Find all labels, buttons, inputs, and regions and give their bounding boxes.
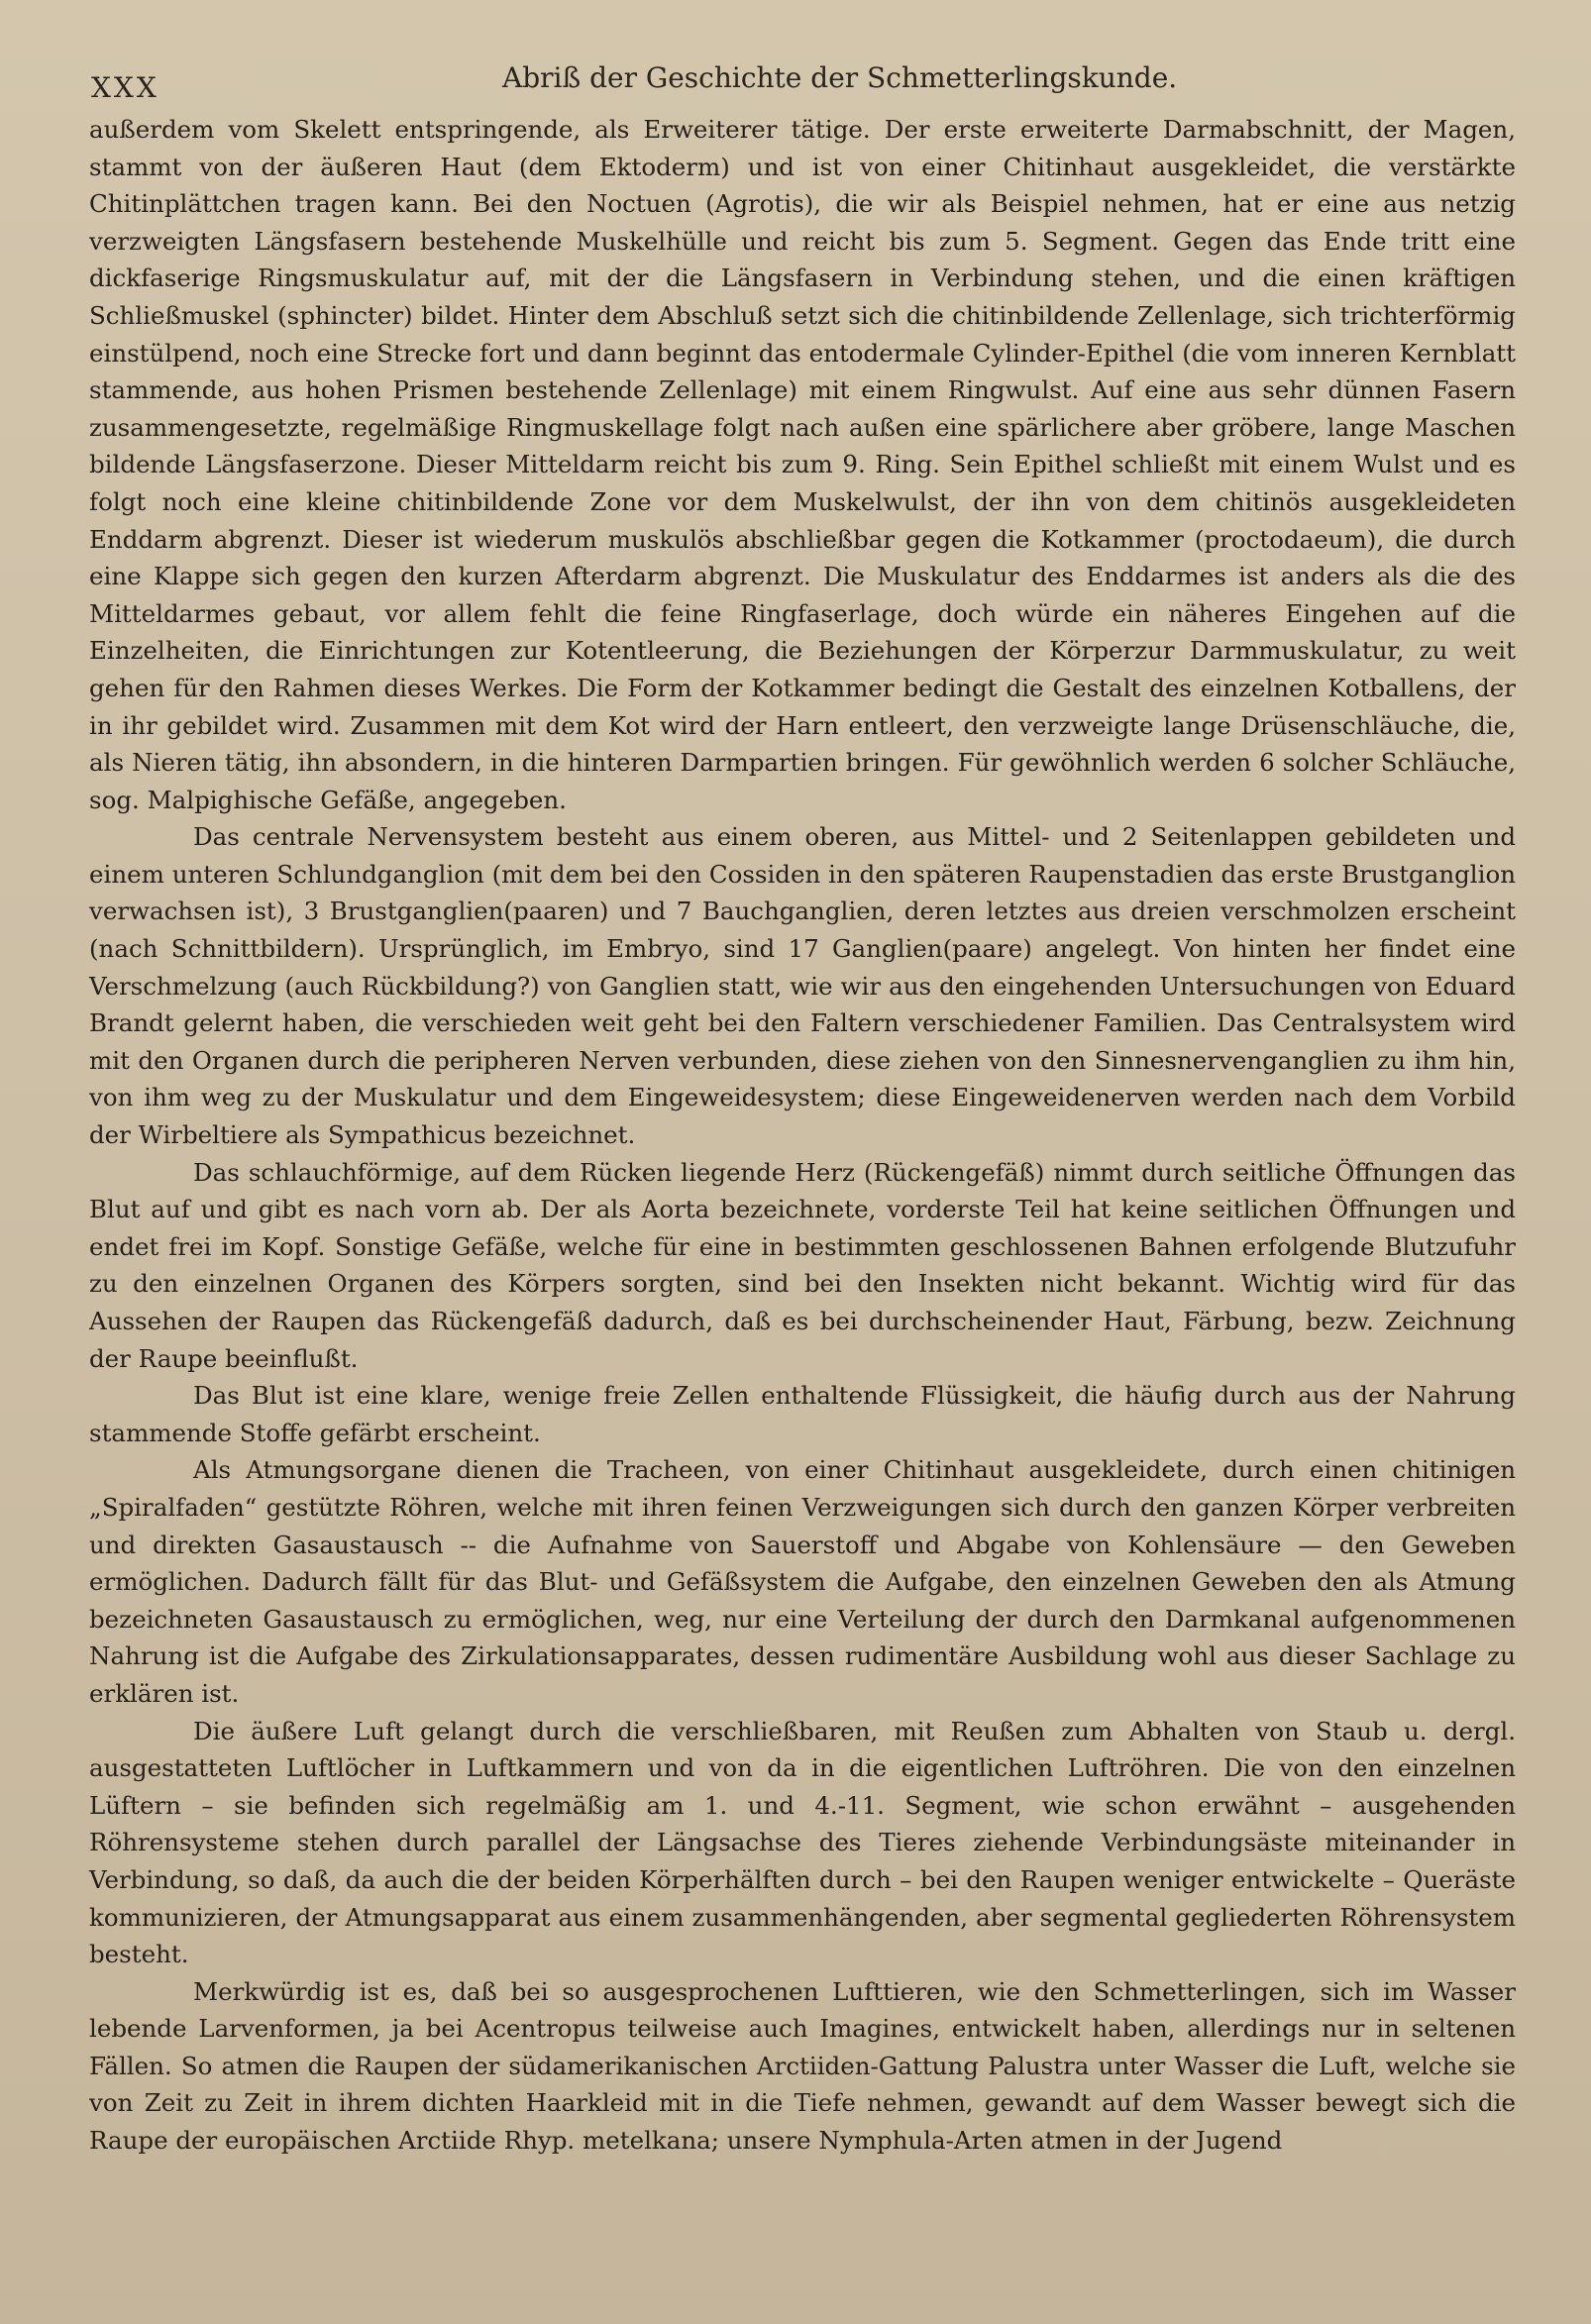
page-header (91, 61, 1518, 104)
running-title: Abriß der Geschichte der Schmetterlingskunde. (502, 61, 1178, 94)
paragraph-blut: Das Blut ist eine klare, wenige freie Zellen enthaltende Flüssigkeit, die häufig durch aus der Nahrung stammende Stoffe gefärbt erscheint. (89, 1381, 1516, 1447)
paragraph-nervensystem: Das centrale Nervensystem besteht aus einem oberen, aus Mittel- und 2 Seitenlappen gebildeten und einem unteren Schlundganglion (mit dem bei den Cossiden in den späteren Raupenstadien das erste Brustganglion verwachsen ist), 3 Brustganglien(paaren) und 7 Bauchganglien, deren letztes aus dreien verschmolzen erscheint (nach Schnittbildern). Ursprünglich, im Embryo, sind 17 Ganglien(paare) angelegt. Von hinten her findet eine Verschmelzung (auch Rückbildung?) von Ganglien statt, wie wir aus den eingehenden Untersuchungen von Eduard Brandt gelernt haben, die verschieden weit geht bei den Faltern verschiedener Familien. Das Centralsystem wird mit den Organen durch die peripheren Nerven verbunden, diese ziehen von den Sinnesnervenganglien zu ihm hin, von ihm weg zu der Muskulatur und dem Eingeweidesystem; diese Eingeweidenerven werden nach dem Vorbild der Wirbeltiere als Sympathicus bezeichnet. (89, 822, 1516, 1150)
paragraph-wasserlarven: Merkwürdig ist es, daß bei so ausgesprochenen Lufttieren, wie den Schmetterlingen, sich im Wasser lebende Larvenformen, ja bei Acentropus teilweise auch Imagines, entwickelt haben, allerdings nur in seltenen Fällen. So atmen die Raupen der südamerikanischen Arctiiden-Gattung Palustra unter Wasser die Luft, welche sie von Zeit zu Zeit in ihrem dichten Haarkleid mit in die Tiefe nehmen, gewandt auf dem Wasser bewegt sich die Raupe der europäischen Arctiide Rhyp. metelkana; unsere Nymphula-Arten atmen in der Jugend (89, 1976, 1516, 2156)
paragraph-herz: Das schlauchförmige, auf dem Rücken liegende Herz (Rückengefäß) nimmt durch seitliche Öffnungen das Blut auf und gibt es nach vorn ab. Der als Aorta bezeichnete, vorderste Teil hat keine seitlichen Öffnungen und endet frei im Kopf. Sonstige Gefäße, welche für eine in bestimmten geschlossenen Bahnen erfolgende Blutzufuhr zu den einzelnen Organen des Körpers sorgten, sind bei den Insekten nicht bekannt. Wichtig wird für das Aussehen der Raupen das Rückengefäß dadurch, daß es bei durchscheinender Haut, Färbung, bezw. Zeichnung der Raupe beeinflußt. (89, 1157, 1516, 1373)
page-number: XXX (91, 71, 159, 104)
paragraph-darm: außerdem vom Skelett entspringende, als Erweiterer tätige. Der erste erweiterte Darmabschnitt, der Magen, stammt von der äußeren Haut (dem Ektoderm) und ist von einer Chitinhaut ausgekleidet, die verstärkte Chitinplättchen tragen kann. Bei den Noctuen (Agrotis), die wir als Beispiel nehmen, hat er eine aus netzig verzweigten Längsfasern bestehende Muskelhülle und reicht bis zum 5. Segment. Gegen das Ende tritt eine dickfaserige Ringsmuskulatur auf, mit der die Längsfasern in Verbindung stehen, und die einen kräftigen Schließmuskel (sphincter) bildet. Hinter dem Abschluß setzt sich die chitinbildende Zellenlage, sich trichterförmig einstülpend, noch eine Strecke fort und dann beginnt das entodermale Cylinder-Epithel (die vom inneren Kernblatt stammende, aus hohen Prismen bestehende Zellenlage) mit einem Ringwulst. Auf eine aus sehr dünnen Fasern zusammengesetzte, regelmäßige Ringmuskellage folgt nach außen eine spärlichere aber gröbere, lange Maschen bildende Längsfaserzone. Dieser Mitteldarm reicht bis zum 9. Ring. Sein Epithel schließt mit einem Wulst und es folgt noch eine kleine chitinbildende Zone vor dem Muskelwulst, der ihn von dem chitinös ausgekleideten Enddarm abgrenzt. Dieser ist wiederum muskulös abschließbar gegen die Kotkammer (proctodaeum), die durch eine Klappe sich gegen den kurzen Afterdarm abgrenzt. Die Muskulatur des Enddarmes ist anders als die des Mitteldarmes gebaut, vor allem fehlt die feine Ringfaserlage, doch würde ein näheres Eingehen auf die Einzelheiten, die Einrichtungen zur Kotentleerung, die Beziehungen der Körperzur Darmmuskulatur, zu weit gehen für den Rahmen dieses Werkes. Die Form der Kotkammer bedingt die Gestalt des einzelnen Kotballens, der in ihr gebildet wird. Zusammen mit dem Kot wird der Harn entleert, den verzweigte lange Drüsenschläuche, die, als Nieren tätig, ihn absondern, in die hinteren Darmpartien bringen. Für gewöhnlich werden 6 solcher Schläuche, sog. Malpighische Gefäße, angegeben. (89, 115, 1516, 814)
paragraph-atmungsorgane: Als Atmungsorgane dienen die Tracheen, von einer Chitinhaut ausgekleidete, durch einen chitinigen „Spiralfaden“ gestützte Röhren, welche mit ihren feinen Verzweigungen sich durch den ganzen Körper verbreiten und direkten Gasaustausch -- die Aufnahme von Sauerstoff und Abgabe von Kohlensäure — den Geweben ermöglichen. Dadurch fällt für das Blut- und Gefäßsystem die Aufgabe, den einzelnen Geweben den als Atmung bezeichneten Gasaustausch zu ermöglichen, weg, nur eine Verteilung der durch den Darmkanal aufgenommenen Nahrung ist die Aufgabe des Zirkulationsapparates, dessen rudimentäre Ausbildung wohl aus dieser Sachlage zu erklären ist. (89, 1455, 1516, 1708)
body-text (89, 111, 1516, 2160)
paragraph-luftloecher: Die äußere Luft gelangt durch die verschließbaren, mit Reußen zum Abhalten von Staub u. dergl. ausgestatteten Luftlöcher in Luftkammern und von da in die eigentlichen Luftröhren. Die von den einzelnen Lüftern – sie befinden sich regelmäßig am 1. und 4.-11. Segment, wie schon erwähnt – ausgehenden Röhrensysteme stehen durch parallel der Längsachse des Tieres ziehende Verbindungsäste miteinander in Verbindung, so daß, da auch die der beiden Körperhälften durch – bei den Raupen weniger entwickelte – Queräste kommunizieren, der Atmungsapparat aus einem zusammenhängenden, aber segmental gegliederten Röhrensystem besteht. (89, 1716, 1516, 1969)
